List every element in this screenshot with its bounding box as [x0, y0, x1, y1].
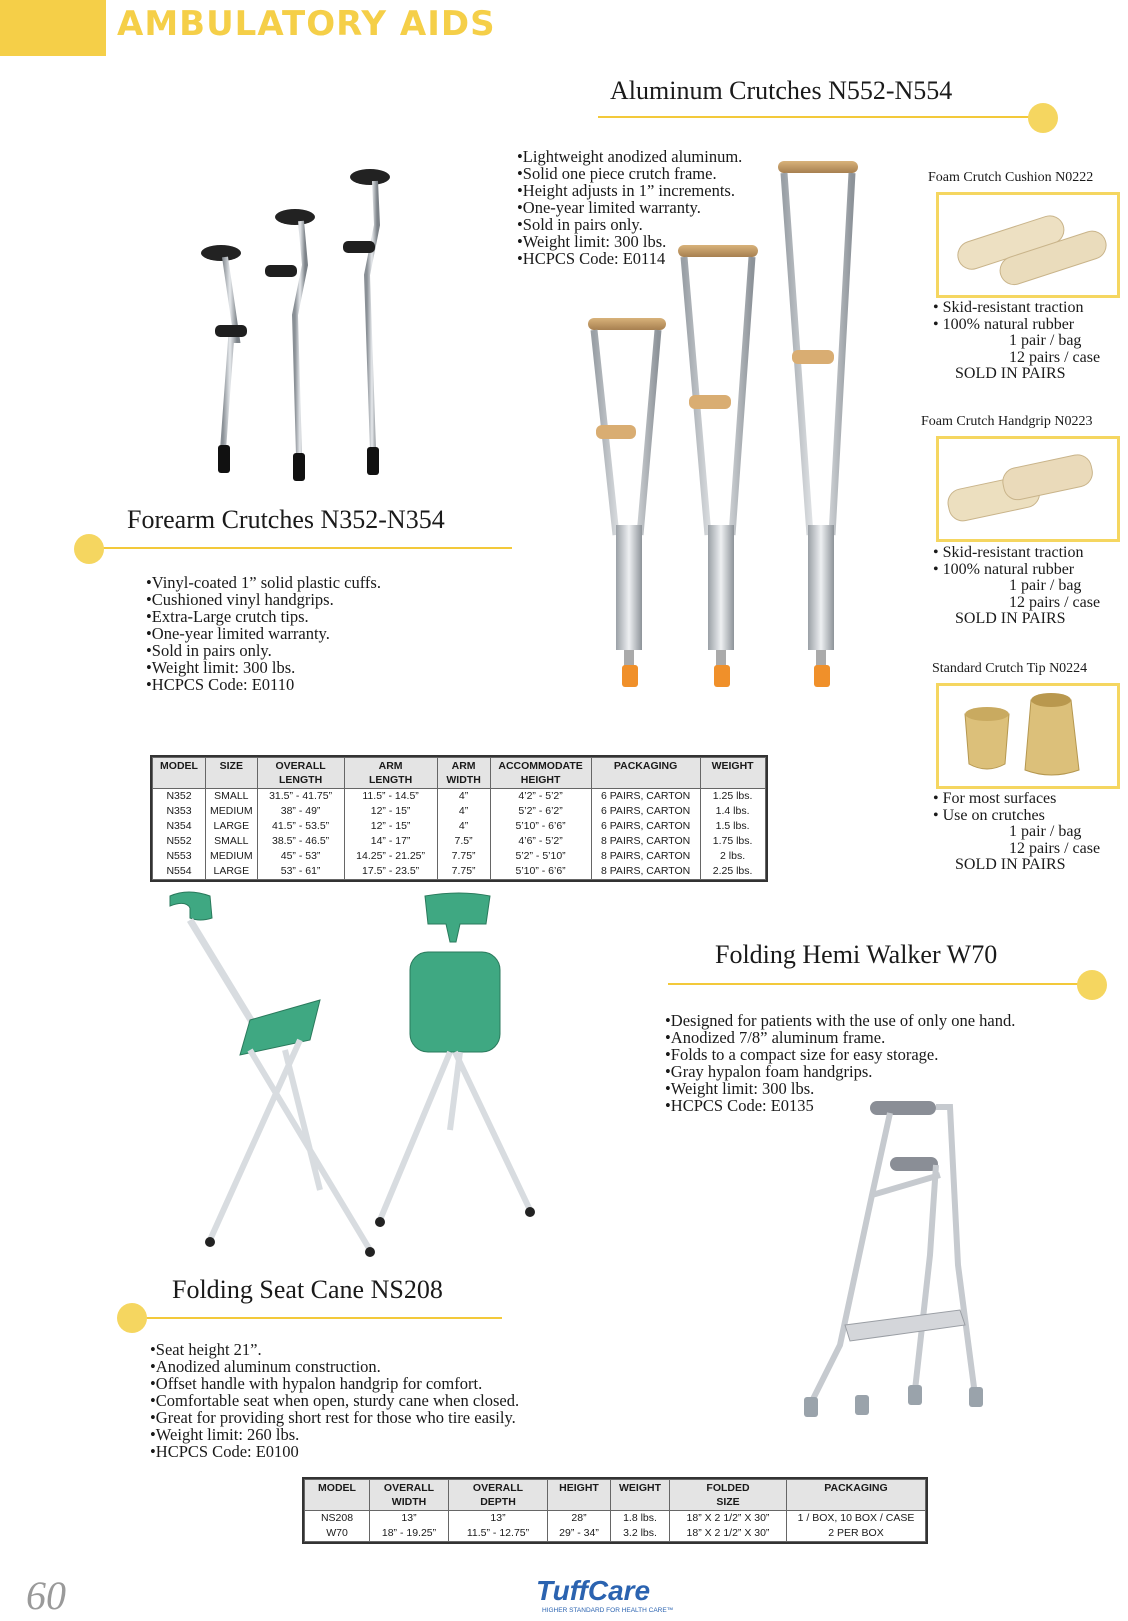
- header-text: HEIGHT: [520, 774, 561, 786]
- section-rule: [130, 1317, 502, 1319]
- col-header: [305, 1480, 370, 1511]
- table-cell: 1.5 lbs.: [700, 819, 765, 834]
- packaging-line: 1 pair / bag: [1009, 332, 1082, 349]
- accessory-title-cushion: Foam Crutch Cushion N0222: [928, 170, 1094, 185]
- crutch-medium: [678, 245, 758, 687]
- table-cell: 5’10” - 6’6”: [490, 864, 591, 880]
- table-cell: 17.5” - 23.5”: [344, 864, 437, 880]
- table-cell: 11.5” - 14.5”: [344, 789, 437, 805]
- table-cell: N554: [153, 864, 206, 880]
- feature-item: • Vinyl-coated 1” solid plastic cuffs.: [146, 574, 466, 591]
- feature-item: • Weight limit: 300 lbs.: [146, 659, 466, 676]
- tuffcare-logo: [532, 1572, 702, 1616]
- table-header-row: [153, 758, 766, 789]
- aluminum-crutches-title: Aluminum Crutches N552-N554: [610, 76, 953, 105]
- header-text: MODEL: [160, 760, 198, 772]
- table-cell: 1 / BOX, 10 BOX / CASE: [787, 1511, 926, 1527]
- table-cell: LARGE: [206, 819, 258, 834]
- detail-line: • For most surfaces: [933, 790, 1057, 807]
- detail-line: • Skid-resistant traction: [933, 544, 1084, 561]
- folding-seat-cane-image: [160, 890, 560, 1270]
- table-cell: 1.25 lbs.: [700, 789, 765, 805]
- table-cell: 14” - 17”: [344, 834, 437, 849]
- table-cell: MEDIUM: [206, 849, 258, 864]
- header-text: PACKAGING: [824, 1482, 888, 1494]
- feature-item: • Sold in pairs only.: [146, 642, 466, 659]
- feature-item: • Cushioned vinyl handgrips.: [146, 591, 466, 608]
- table-cell: 5’2” - 5’10”: [490, 849, 591, 864]
- col-header: [344, 758, 437, 789]
- table-cell: N353: [153, 804, 206, 819]
- table-cell: 4’6” - 5’2”: [490, 834, 591, 849]
- table-cell: 38.5” - 46.5”: [257, 834, 344, 849]
- table-cell: 6 PAIRS, CARTON: [591, 804, 700, 819]
- table-cell: NS208: [305, 1511, 370, 1527]
- col-header: [591, 758, 700, 789]
- aluminum-crutches-image: [580, 155, 890, 725]
- header-text: WEIGHT: [619, 1482, 661, 1494]
- walker-spec-table: [302, 1477, 928, 1544]
- section-rule: [668, 983, 1090, 985]
- hemi-walker-image: [790, 1095, 1030, 1425]
- page-title: AMBULATORY AIDS: [117, 4, 496, 44]
- table-cell: 28”: [548, 1511, 611, 1527]
- header-text: ARM: [451, 760, 476, 772]
- table-cell: 18” X 2 1/2” X 30”: [670, 1511, 787, 1527]
- header-text: SIZE: [219, 760, 243, 772]
- table-cell: 8 PAIRS, CARTON: [591, 834, 700, 849]
- table-cell: 2.25 lbs.: [700, 864, 765, 880]
- table-row: [153, 864, 766, 880]
- detail-line: • 100% natural rubber: [933, 315, 1075, 333]
- table-cell: 4”: [437, 819, 490, 834]
- table-cell: 53” - 61”: [257, 864, 344, 880]
- seat-cane-title: Folding Seat Cane NS208: [172, 1275, 443, 1304]
- feature-item: • HCPCS Code: E0110: [146, 676, 466, 693]
- table-cell: 1.8 lbs.: [611, 1511, 670, 1527]
- foam-handgrip-image: [939, 439, 1117, 539]
- detail-text: 100% natural rubber: [942, 315, 1075, 333]
- table-cell: SMALL: [206, 789, 258, 805]
- header-text: ACCOMMODATE: [498, 760, 583, 772]
- col-header: [257, 758, 344, 789]
- table-cell: SMALL: [206, 834, 258, 849]
- table-cell: 13”: [449, 1511, 548, 1527]
- table-cell: 2 lbs.: [700, 849, 765, 864]
- col-header: [206, 758, 258, 789]
- packaging-line: 1 pair / bag: [1009, 823, 1082, 840]
- table-cell: 18” - 19.25”: [370, 1526, 449, 1542]
- table-cell: 4’2” - 5’2”: [490, 789, 591, 805]
- table-cell: W70: [305, 1526, 370, 1542]
- cane-closed: [375, 893, 535, 1227]
- crutch-large: [778, 161, 858, 687]
- feature-item: • Folds to a compact size for easy storage.: [665, 1046, 1085, 1063]
- table-cell: 5’2” - 6’2”: [490, 804, 591, 819]
- section-rule: [90, 547, 512, 549]
- col-header: [548, 1480, 611, 1511]
- table-cell: 13”: [370, 1511, 449, 1527]
- tip-image-box: [936, 683, 1120, 789]
- accessory-title-handgrip: Foam Crutch Handgrip N0223: [921, 414, 1093, 429]
- table-row: [153, 819, 766, 834]
- table-cell: N352: [153, 789, 206, 805]
- table-cell: 31.5” - 41.75”: [257, 789, 344, 805]
- table-row: [153, 834, 766, 849]
- feature-item: • Weight limit: 300 lbs.: [665, 1080, 1085, 1097]
- table-cell: 4”: [437, 789, 490, 805]
- detail-text: Skid-resistant traction: [942, 544, 1084, 561]
- section-rule: [598, 116, 1040, 118]
- table-cell: LARGE: [206, 864, 258, 880]
- table-cell: 1.4 lbs.: [700, 804, 765, 819]
- sold-in-pairs: SOLD IN PAIRS: [955, 365, 1066, 382]
- table-cell: MEDIUM: [206, 804, 258, 819]
- feature-item: • Seat height 21”.: [150, 1341, 590, 1358]
- header-text: PACKAGING: [613, 760, 678, 772]
- handgrip-image-box: [936, 436, 1120, 542]
- cane-features: [150, 1341, 590, 1460]
- header-text: HEIGHT: [559, 1482, 599, 1494]
- header-text: ARM: [378, 760, 403, 772]
- feature-item: • Anodized 7/8” aluminum frame.: [665, 1029, 1085, 1046]
- packaging-line: 12 pairs / case: [1009, 593, 1101, 611]
- feature-item: • HCPCS Code: E0135: [665, 1097, 1085, 1114]
- feature-item: • One-year limited warranty.: [517, 199, 817, 216]
- header-text: WIDTH: [391, 1496, 427, 1508]
- col-header: [700, 758, 765, 789]
- sold-in-pairs: SOLD IN PAIRS: [955, 856, 1066, 873]
- col-header: [787, 1480, 926, 1511]
- section-dot: [74, 534, 104, 564]
- table-cell: 1.75 lbs.: [700, 834, 765, 849]
- header-text: LENGTH: [369, 774, 413, 786]
- table-cell: N552: [153, 834, 206, 849]
- feature-item: • Great for providing short rest for those who tire easily.: [150, 1409, 590, 1426]
- crutch-small: [588, 318, 666, 687]
- sold-in-pairs: SOLD IN PAIRS: [955, 610, 1066, 627]
- table-cell: 4”: [437, 804, 490, 819]
- table-cell: 7.5”: [437, 834, 490, 849]
- forearm-features: [146, 574, 466, 693]
- detail-text: For most surfaces: [942, 790, 1057, 807]
- col-header: [370, 1480, 449, 1511]
- table-row: [153, 789, 766, 805]
- table-cell: 6 PAIRS, CARTON: [591, 819, 700, 834]
- forearm-crutch-small: [201, 245, 247, 473]
- table-row: [153, 804, 766, 819]
- tip-details: [933, 791, 1128, 874]
- table-cell: 3.2 lbs.: [611, 1526, 670, 1542]
- table-cell: 14.25” - 21.25”: [344, 849, 437, 864]
- header-text: FOLDED: [706, 1482, 750, 1494]
- header-text: WIDTH: [446, 774, 481, 786]
- table-row: [305, 1511, 926, 1527]
- table-cell: 12” - 15”: [344, 804, 437, 819]
- section-dot: [1028, 103, 1058, 133]
- foam-cushion-image: [939, 195, 1117, 295]
- table-cell: 2 PER BOX: [787, 1526, 926, 1542]
- col-header: [611, 1480, 670, 1511]
- feature-item: • Extra-Large crutch tips.: [146, 608, 466, 625]
- cane-open: [170, 892, 375, 1257]
- table-cell: 45” - 53”: [257, 849, 344, 864]
- header-text: LENGTH: [279, 774, 323, 786]
- packaging-line: 12 pairs / case: [1009, 348, 1101, 366]
- forearm-crutches-image: [195, 165, 425, 495]
- brand-logo: [532, 1572, 702, 1616]
- crutch-tip-image: [939, 686, 1117, 786]
- crutch-spec-table: [150, 755, 768, 882]
- feature-item: • One-year limited warranty.: [146, 625, 466, 642]
- col-header: [670, 1480, 787, 1511]
- feature-item: • Gray hypalon foam handgrips.: [665, 1063, 1085, 1080]
- section-dot: [117, 1303, 147, 1333]
- forearm-crutch-large: [343, 169, 390, 475]
- feature-item: • Weight limit: 260 lbs.: [150, 1426, 590, 1443]
- feature-item: • Anodized aluminum construction.: [150, 1358, 590, 1375]
- header-text: WEIGHT: [711, 760, 754, 772]
- col-header: [153, 758, 206, 789]
- col-header: [449, 1480, 548, 1511]
- header-text: OVERALL: [275, 760, 326, 772]
- header-accent-block: [0, 0, 106, 56]
- section-dot: [1077, 970, 1107, 1000]
- handgrip-details: [933, 545, 1128, 628]
- feature-item: • Designed for patients with the use of only one hand.: [665, 1012, 1085, 1029]
- header-text: DEPTH: [480, 1496, 516, 1508]
- packaging-line: 1 pair / bag: [1009, 577, 1082, 594]
- table-cell: N354: [153, 819, 206, 834]
- crutch-table: [152, 757, 766, 880]
- feature-item: • Weight limit: 300 lbs.: [517, 233, 817, 250]
- col-header: [437, 758, 490, 789]
- table-cell: 11.5” - 12.75”: [449, 1526, 548, 1542]
- col-header: [490, 758, 591, 789]
- detail-line: • Skid-resistant traction: [933, 299, 1084, 316]
- table-cell: 7.75”: [437, 864, 490, 880]
- walker-table: [304, 1479, 926, 1542]
- table-header-row: [305, 1480, 926, 1511]
- feature-item: • Height adjusts in 1” increments.: [517, 182, 817, 199]
- detail-text: 100% natural rubber: [942, 560, 1075, 578]
- table-row: [305, 1526, 926, 1542]
- feature-item: • HCPCS Code: E0114: [517, 250, 817, 267]
- table-cell: 7.75”: [437, 849, 490, 864]
- accessory-title-tip: Standard Crutch Tip N0224: [932, 661, 1088, 676]
- feature-item: • Lightweight anodized aluminum.: [517, 148, 817, 165]
- detail-line: • 100% natural rubber: [933, 560, 1075, 578]
- feature-item: • HCPCS Code: E0100: [150, 1443, 590, 1460]
- header-text: MODEL: [318, 1482, 356, 1494]
- forearm-crutch-medium: [265, 209, 315, 481]
- cushion-details: [933, 300, 1128, 383]
- svg-text:TuffCare: TuffCare: [536, 1575, 651, 1606]
- hemi-walker-title: Folding Hemi Walker W70: [715, 940, 998, 969]
- table-cell: 38” - 49”: [257, 804, 344, 819]
- detail-text: Skid-resistant traction: [942, 299, 1084, 316]
- feature-item: • Sold in pairs only.: [517, 216, 817, 233]
- feature-item: • Offset handle with hypalon handgrip for comfort.: [150, 1375, 590, 1392]
- table-row: [153, 849, 766, 864]
- feature-item: • Comfortable seat when open, sturdy cane when closed.: [150, 1392, 590, 1409]
- header-text: OVERALL: [472, 1482, 524, 1494]
- table-cell: 41.5” - 53.5”: [257, 819, 344, 834]
- packaging-line: 12 pairs / case: [1009, 839, 1101, 857]
- forearm-crutches-title: Forearm Crutches N352-N354: [127, 505, 445, 534]
- table-cell: 18” X 2 1/2” X 30”: [670, 1526, 787, 1542]
- cushion-image-box: [936, 192, 1120, 298]
- table-cell: 8 PAIRS, CARTON: [591, 849, 700, 864]
- table-cell: 29” - 34”: [548, 1526, 611, 1542]
- page-number: 60: [26, 1573, 66, 1618]
- detail-text: Use on crutches: [942, 806, 1045, 824]
- header-text: OVERALL: [383, 1482, 435, 1494]
- table-cell: 6 PAIRS, CARTON: [591, 789, 700, 805]
- table-cell: 12” - 15”: [344, 819, 437, 834]
- feature-item: • Solid one piece crutch frame.: [517, 165, 817, 182]
- detail-line: • Use on crutches: [933, 806, 1045, 824]
- table-cell: 8 PAIRS, CARTON: [591, 864, 700, 880]
- table-cell: 5’10” - 6’6”: [490, 819, 591, 834]
- table-cell: N553: [153, 849, 206, 864]
- svg-text:HIGHER STANDARD FOR HEALTH CAR: HIGHER STANDARD FOR HEALTH CARE™: [542, 1607, 674, 1614]
- header-text: SIZE: [716, 1496, 740, 1508]
